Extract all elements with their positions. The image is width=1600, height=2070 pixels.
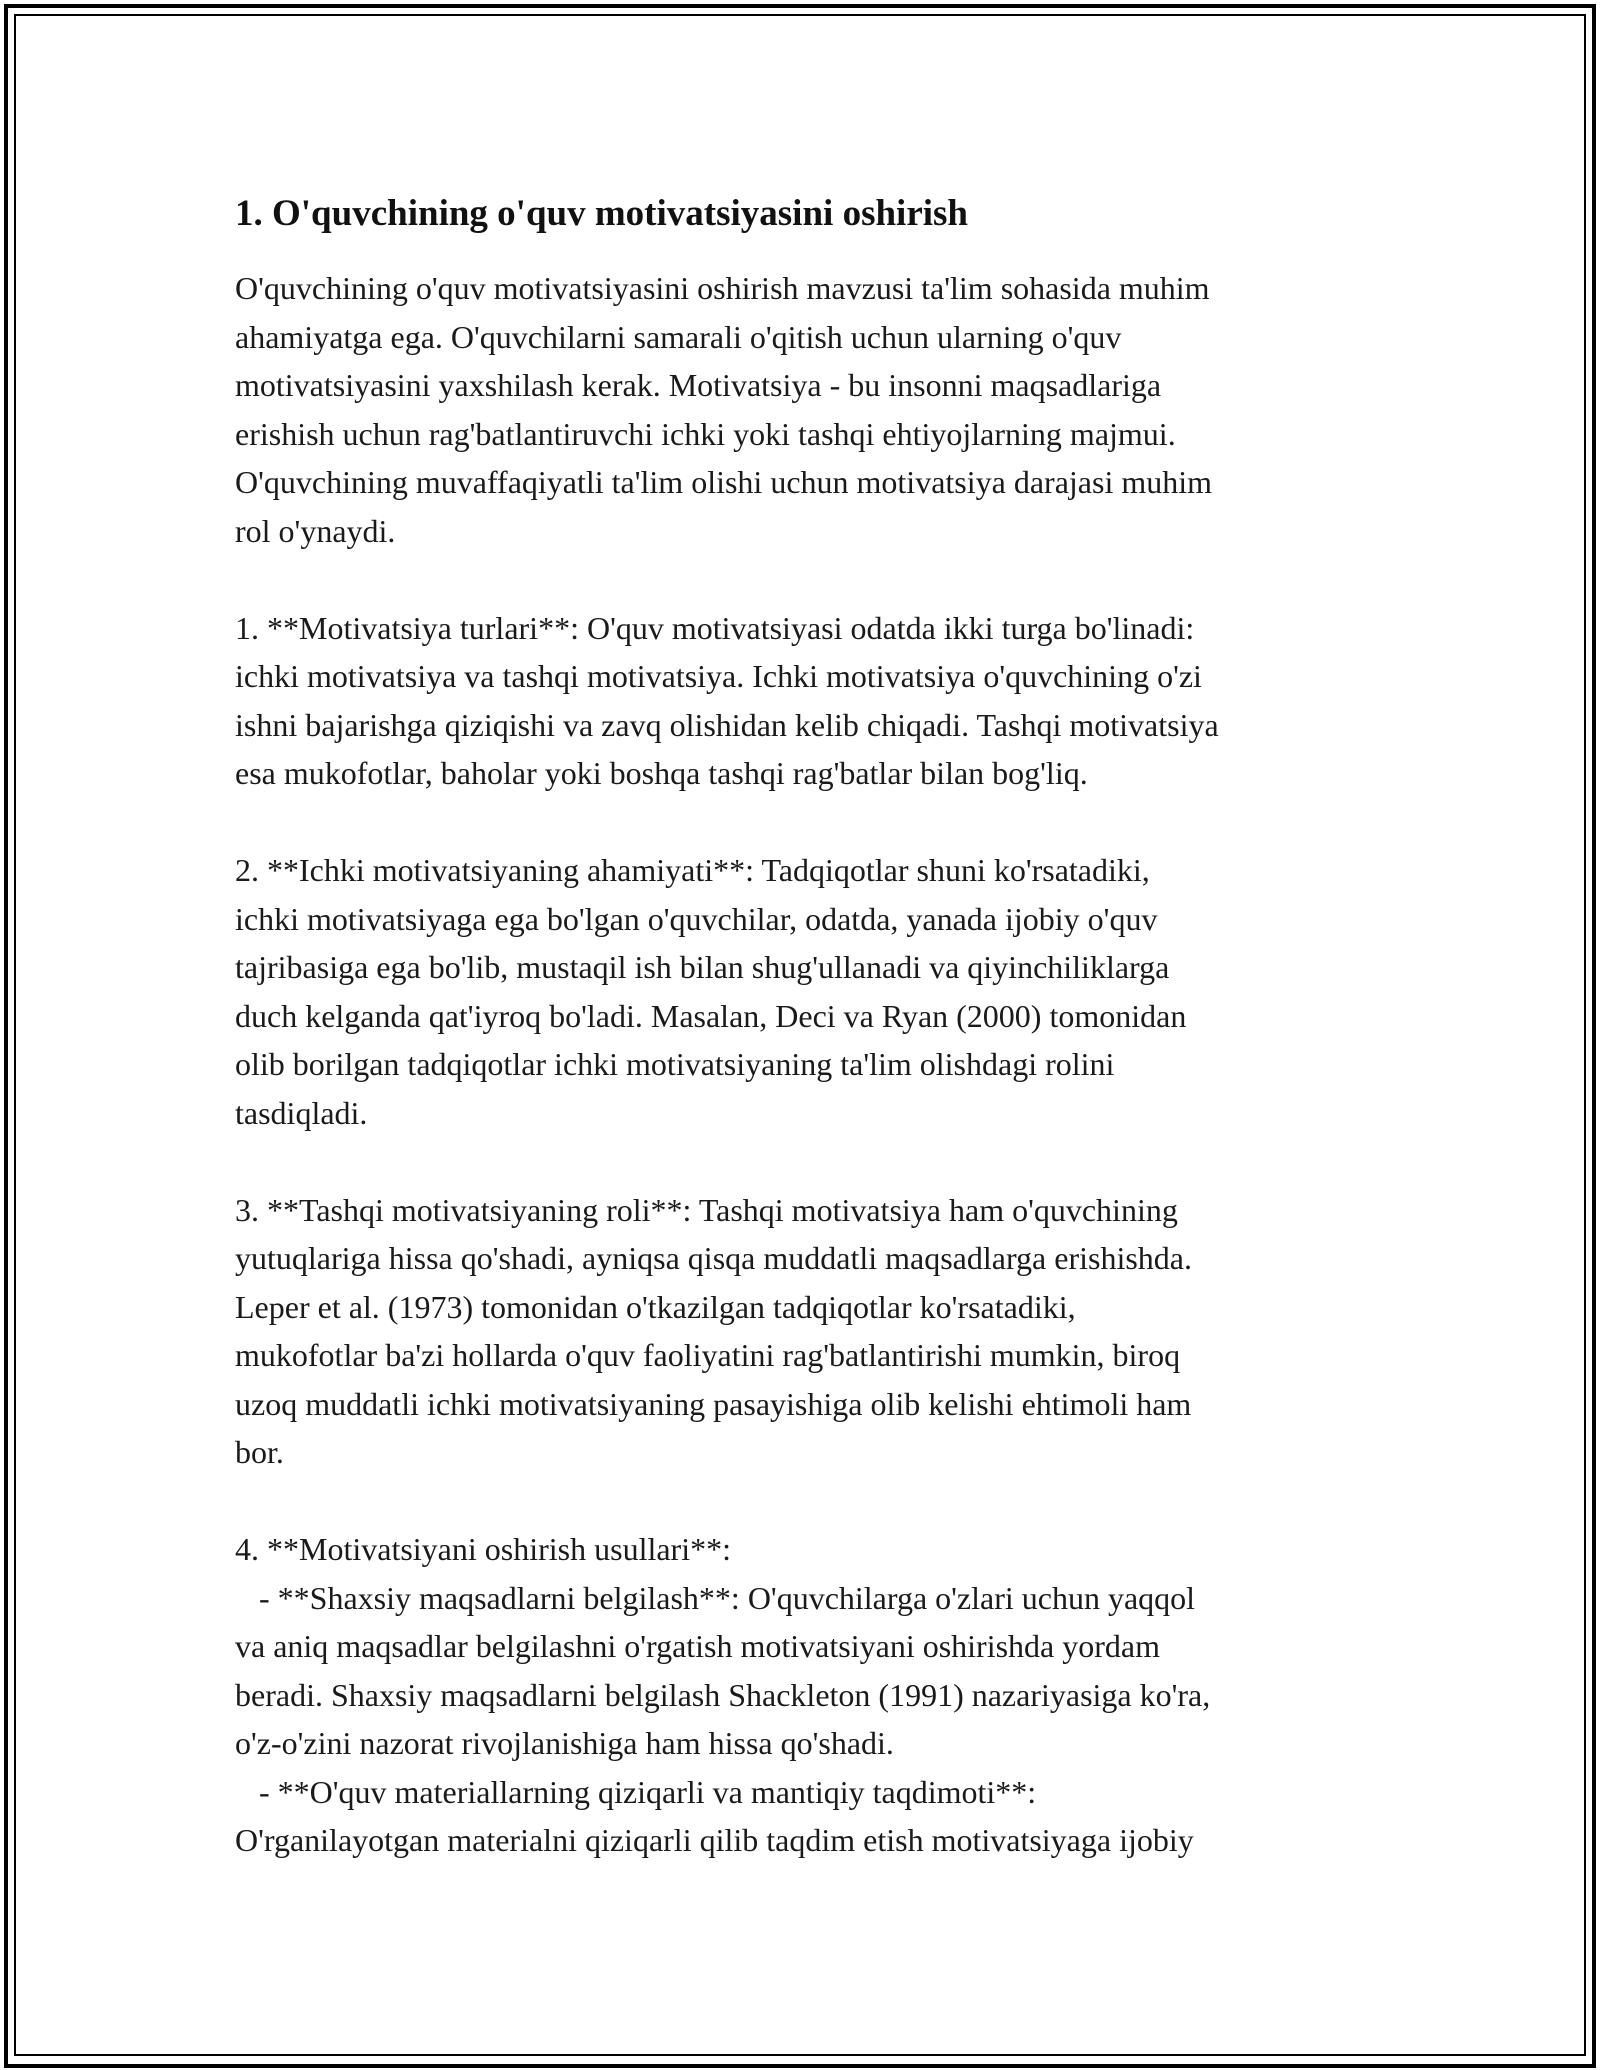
text-line: esa mukofotlar, baholar yoki boshqa tashqi rag'batlar bilan bog'liq. [235, 755, 1088, 791]
text-line: bor. [235, 1434, 284, 1470]
document-title: 1. O'quvchining o'quv motivatsiyasini oshirish [235, 193, 969, 234]
text-line: ishni bajarishga qiziqishi va zavq olishidan kelib chiqadi. Tashqi motivatsiya [235, 706, 1219, 743]
paragraph-extrinsic-role [235, 1186, 1375, 1477]
document-body [235, 188, 1375, 1913]
text-line: tajribasiga ega bo'lib, mustaqil ish bilan shug'ullanadi va qiyinchiliklarga [235, 949, 1170, 985]
text-line: O'quvchining o'quv motivatsiyasini oshirish mavzusi ta'lim sohasida muhim [235, 270, 1210, 306]
text-line: ichki motivatsiyaga ega bo'lgan o'quvchilar, odatda, yanada ijobiy o'quv [235, 900, 1158, 937]
text-line: yutuqlariga hissa qo'shadi, ayniqsa qisqa muddatli maqsadlarga erishishda. [235, 1240, 1192, 1276]
text-line: erishish uchun rag'batlantiruvchi ichki yoki tashqi ehtiyojlarning majmui. [235, 415, 1176, 452]
text-line: ahamiyatga ega. O'quvchilarni samarali o'qitish uchun ularning o'quv [235, 318, 1122, 355]
text-line: 3. **Tashqi motivatsiyaning roli**: Tashqi motivatsiya ham o'quvchining [235, 1191, 1178, 1228]
paragraph-methods [235, 1525, 1375, 1865]
text-line: uzoq muddatli ichki motivatsiyaning pasayishiga olib kelishi ehtimoli ham [235, 1385, 1192, 1422]
text-line: 4. **Motivatsiyani oshirish usullari**: [235, 1531, 731, 1567]
text-line: beradi. Shaxsiy maqsadlarni belgilash Shackleton (1991) nazariyasiga ko'ra, [235, 1676, 1211, 1713]
paragraph-intrinsic-importance [235, 846, 1375, 1137]
text-line: olib borilgan tadqiqotlar ichki motivatsiyaning ta'lim olishdagi rolini [235, 1046, 1115, 1082]
text-line: - **Shaxsiy maqsadlarni belgilash**: O'quvchilarga o'zlari uchun yaqqol [235, 1579, 1196, 1616]
text-line: 1. **Motivatsiya turlari**: O'quv motivatsiyasi odatda ikki turga bo'linadi: [235, 609, 1195, 646]
text-line: mukofotlar ba'zi hollarda o'quv faoliyatini rag'batlantirishi mumkin, biroq [235, 1337, 1181, 1373]
text-line: va aniq maqsadlar belgilashni o'rgatish motivatsiyani oshirishda yordam [235, 1628, 1160, 1664]
text-line: - **O'quv materiallarning qiziqarli va mantiqiy taqdimoti**: [235, 1773, 1037, 1810]
text-line: tasdiqladi. [235, 1094, 368, 1131]
paragraph-intro [235, 264, 1375, 555]
paragraph-motivation-types [235, 604, 1375, 798]
text-line: O'quvchining muvaffaqiyatli ta'lim olishi uchun motivatsiya darajasi muhim [235, 464, 1212, 500]
text-line: ichki motivatsiya va tashqi motivatsiya. Ichki motivatsiya o'quvchining o'zi [235, 658, 1202, 694]
text-line: o'z-o'zini nazorat rivojlanishiga ham hissa qo'shadi. [235, 1725, 894, 1761]
text-line: O'rganilayotgan materialni qiziqarli qilib taqdim etish motivatsiyaga ijobiy [235, 1822, 1194, 1858]
text-line: rol o'ynaydi. [235, 512, 396, 549]
text-line: duch kelganda qat'iyroq bo'ladi. Masalan, Deci va Ryan (2000) tomonidan [235, 997, 1187, 1034]
text-line: motivatsiyasini yaxshilash kerak. Motivatsiya - bu insonni maqsadlariga [235, 367, 1162, 403]
text-line: 2. **Ichki motivatsiyaning ahamiyati**: Tadqiqotlar shuni ko'rsatadiki, [235, 852, 1150, 888]
text-line: Leper et al. (1973) tomonidan o'tkazilgan tadqiqotlar ko'rsatadiki, [235, 1288, 1076, 1325]
